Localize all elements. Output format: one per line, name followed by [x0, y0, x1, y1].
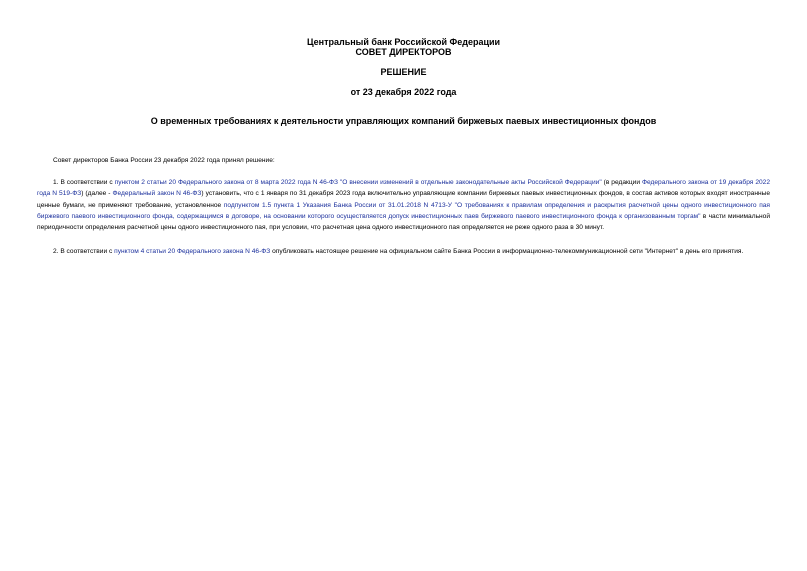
paragraph-1-text-2: (в редакции: [601, 179, 642, 186]
document-kind: РЕШЕНИЕ: [380, 67, 427, 77]
document-title: О временных требованиях к деятельности управляющих компаний биржевых паевых инвестиционных фондов: [150, 116, 657, 126]
paragraph-2: [37, 246, 770, 257]
paragraph-1: [37, 177, 770, 233]
board-name: СОВЕТ ДИРЕКТОРОВ: [355, 47, 452, 57]
link-law-46fz[interactable]: Федеральный закон N 46-ФЗ: [112, 190, 202, 198]
paragraph-1-text-4: ) установить, что с 1 января по 31 декабря 2023 года включительно управляющие компании биржевых паевых инвестиционных фондов, в состав активов которых входят иностранные ценные бумаги, не применяют требование, установленное: [37, 190, 771, 209]
paragraph-1-text-3: ) (далее -: [81, 190, 113, 198]
paragraph-2-text-2: опубликовать настоящее решение на официальном сайте Банка России в информационно-телекоммуникационной сети "Интернет" в день его принятия.: [270, 248, 744, 255]
document-date: от 23 декабря 2022 года: [350, 87, 457, 97]
intro-paragraph: Совет директоров Банка России 23 декабря 2022 года принял решение:: [53, 157, 275, 164]
link-law-519fz[interactable]: Федерального закона от 19 декабря 2022 года N 519-ФЗ: [37, 179, 770, 198]
organization-name: Центральный банк Российской Федерации: [306, 37, 501, 47]
paragraph-2-text-1: 2. В соответствии с: [53, 248, 115, 255]
link-law-46fz-article-20-p4[interactable]: пунктом 4 статьи 20 Федерального закона N 46-ФЗ: [114, 248, 271, 255]
link-law-46fz-article-20-p2[interactable]: пунктом 2 статьи 20 Федерального закона от 8 марта 2022 года N 46-ФЗ "О внесении изменений в отдельные законодательные акты Российской Федерации": [114, 179, 602, 186]
paragraph-1-text-5: в части минимальной периодичности определения расчетной цены одного инвестиционного пая, при условии, что расчетная цена одного инвестиционного пая определяется не реже одного раза в 30 минут.: [37, 212, 771, 232]
link-directive-4713u[interactable]: подпунктом 1.5 пункта 1 Указания Банка России от 31.01.2018 N 4713-У "О требованиях к правилам определения и раскрытия расчетной цены одного инвестиционного пая биржевого паевого инвестиционного фонда, содержащимся в договоре, на основании которого осуществляется допуск инвестиционных паев биржевого паевого инвестиционного фонда к организованным торгам": [37, 201, 770, 220]
paragraph-1-text-1: 1. В соответствии с: [53, 179, 115, 186]
